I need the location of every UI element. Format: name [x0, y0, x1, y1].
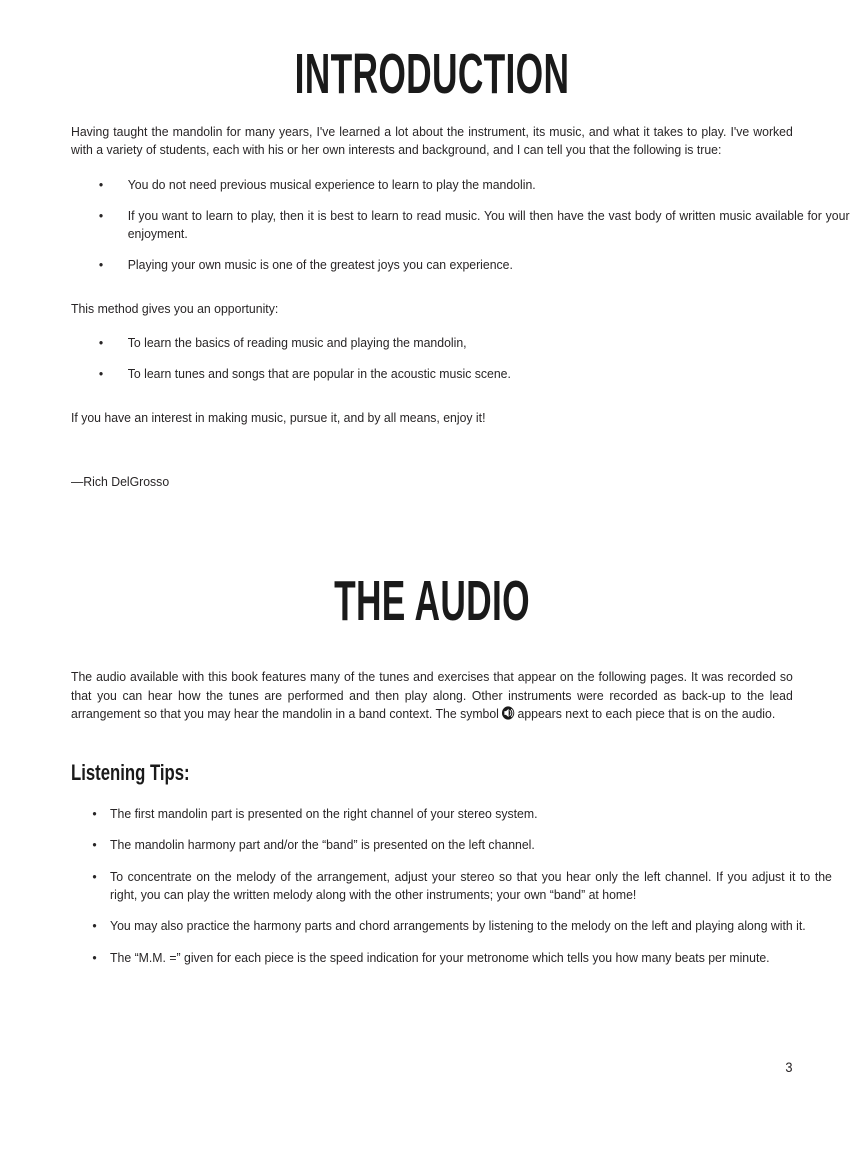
list-item-text: You do not need previous musical experience to learn to play the mandolin. [127, 176, 536, 192]
list-item [71, 868, 832, 905]
list-item-text: To concentrate on the melody of the arrangement, adjust your stereo so that you hear only the left channel. If you adjust it to the right, you can play the written melody along with the other instruments; your own “band” at home! [110, 868, 832, 903]
audio-description-part1: The audio available with this book features many of the tunes and exercises that appear on the following pages. It was recorded so that you can hear how the tunes are performed and then play along. Other instruments were recorded as back-up to the lead arrangement so that you may hear the mandolin in a band context. The symbol [71, 669, 793, 721]
list-item [71, 917, 832, 935]
page-number: 3 [785, 1060, 793, 1075]
list-item-text: The “M.M. =” given for each piece is the speed indication for your metronome which tells you how many beats per minute. [110, 949, 770, 965]
bullet-glyph: • [92, 949, 97, 965]
introduction-closing-paragraph: If you have an interest in making music, pursue it, and by all means, enjoy it! [71, 409, 486, 425]
opportunity-lead-paragraph: This method gives you an opportunity: [71, 300, 279, 316]
audio-description-paragraph [71, 668, 793, 723]
introduction-truths-list [71, 176, 850, 275]
list-item-text: To learn the basics of reading music and playing the mandolin, [127, 335, 467, 351]
list-item [71, 207, 850, 244]
audio-speaker-icon [502, 706, 515, 720]
list-item [71, 949, 832, 967]
bullet-glyph: • [92, 918, 97, 934]
list-item [71, 334, 850, 352]
list-item-text: Playing your own music is one of the greatest joys you can experience. [127, 257, 513, 273]
audio-heading: THE AUDIO [334, 569, 530, 634]
list-item-text: The first mandolin part is presented on the right channel of your stereo system. [110, 806, 538, 822]
page-content [71, 0, 850, 980]
list-item-text: To learn tunes and songs that are popular in the acoustic music scene. [127, 366, 511, 382]
list-item [71, 836, 832, 854]
audio-description-part2: appears next to each piece that is on the audio. [517, 705, 776, 721]
list-item-text: The mandolin harmony part and/or the “band” is presented on the left channel. [110, 837, 535, 853]
introduction-opportunities-list [71, 334, 793, 384]
listening-tips-heading: Listening Tips: [71, 760, 190, 786]
list-item [71, 805, 832, 823]
bullet-glyph: • [92, 868, 97, 884]
bullet-glyph: • [92, 837, 97, 853]
bullet-glyph: • [98, 207, 104, 223]
bullet-glyph: • [98, 257, 104, 273]
introduction-intro-paragraph: Having taught the mandolin for many years, I've learned a lot about the instrument, its music, and what it takes to play. I've worked with a variety of students, each with his or her own interests and background, and I can tell you that the following is true: [71, 124, 793, 158]
bullet-glyph: • [98, 366, 104, 382]
list-item-text: You may also practice the harmony parts and chord arrangements by listening to the melody on the left and playing along with it. [110, 918, 806, 934]
bullet-glyph: • [92, 806, 97, 822]
list-item-text: If you want to learn to play, then it is best to learn to read music. You will then have the vast body of written music available for your enjoyment. [127, 207, 850, 242]
introduction-heading: INTRODUCTION [294, 42, 570, 106]
listening-tips-list [71, 805, 832, 967]
bullet-glyph: • [98, 335, 104, 351]
list-item [71, 365, 850, 383]
author-signature: —Rich DelGrosso [71, 473, 170, 489]
list-item [71, 176, 850, 194]
bullet-glyph: • [98, 176, 104, 192]
list-item [71, 256, 850, 274]
